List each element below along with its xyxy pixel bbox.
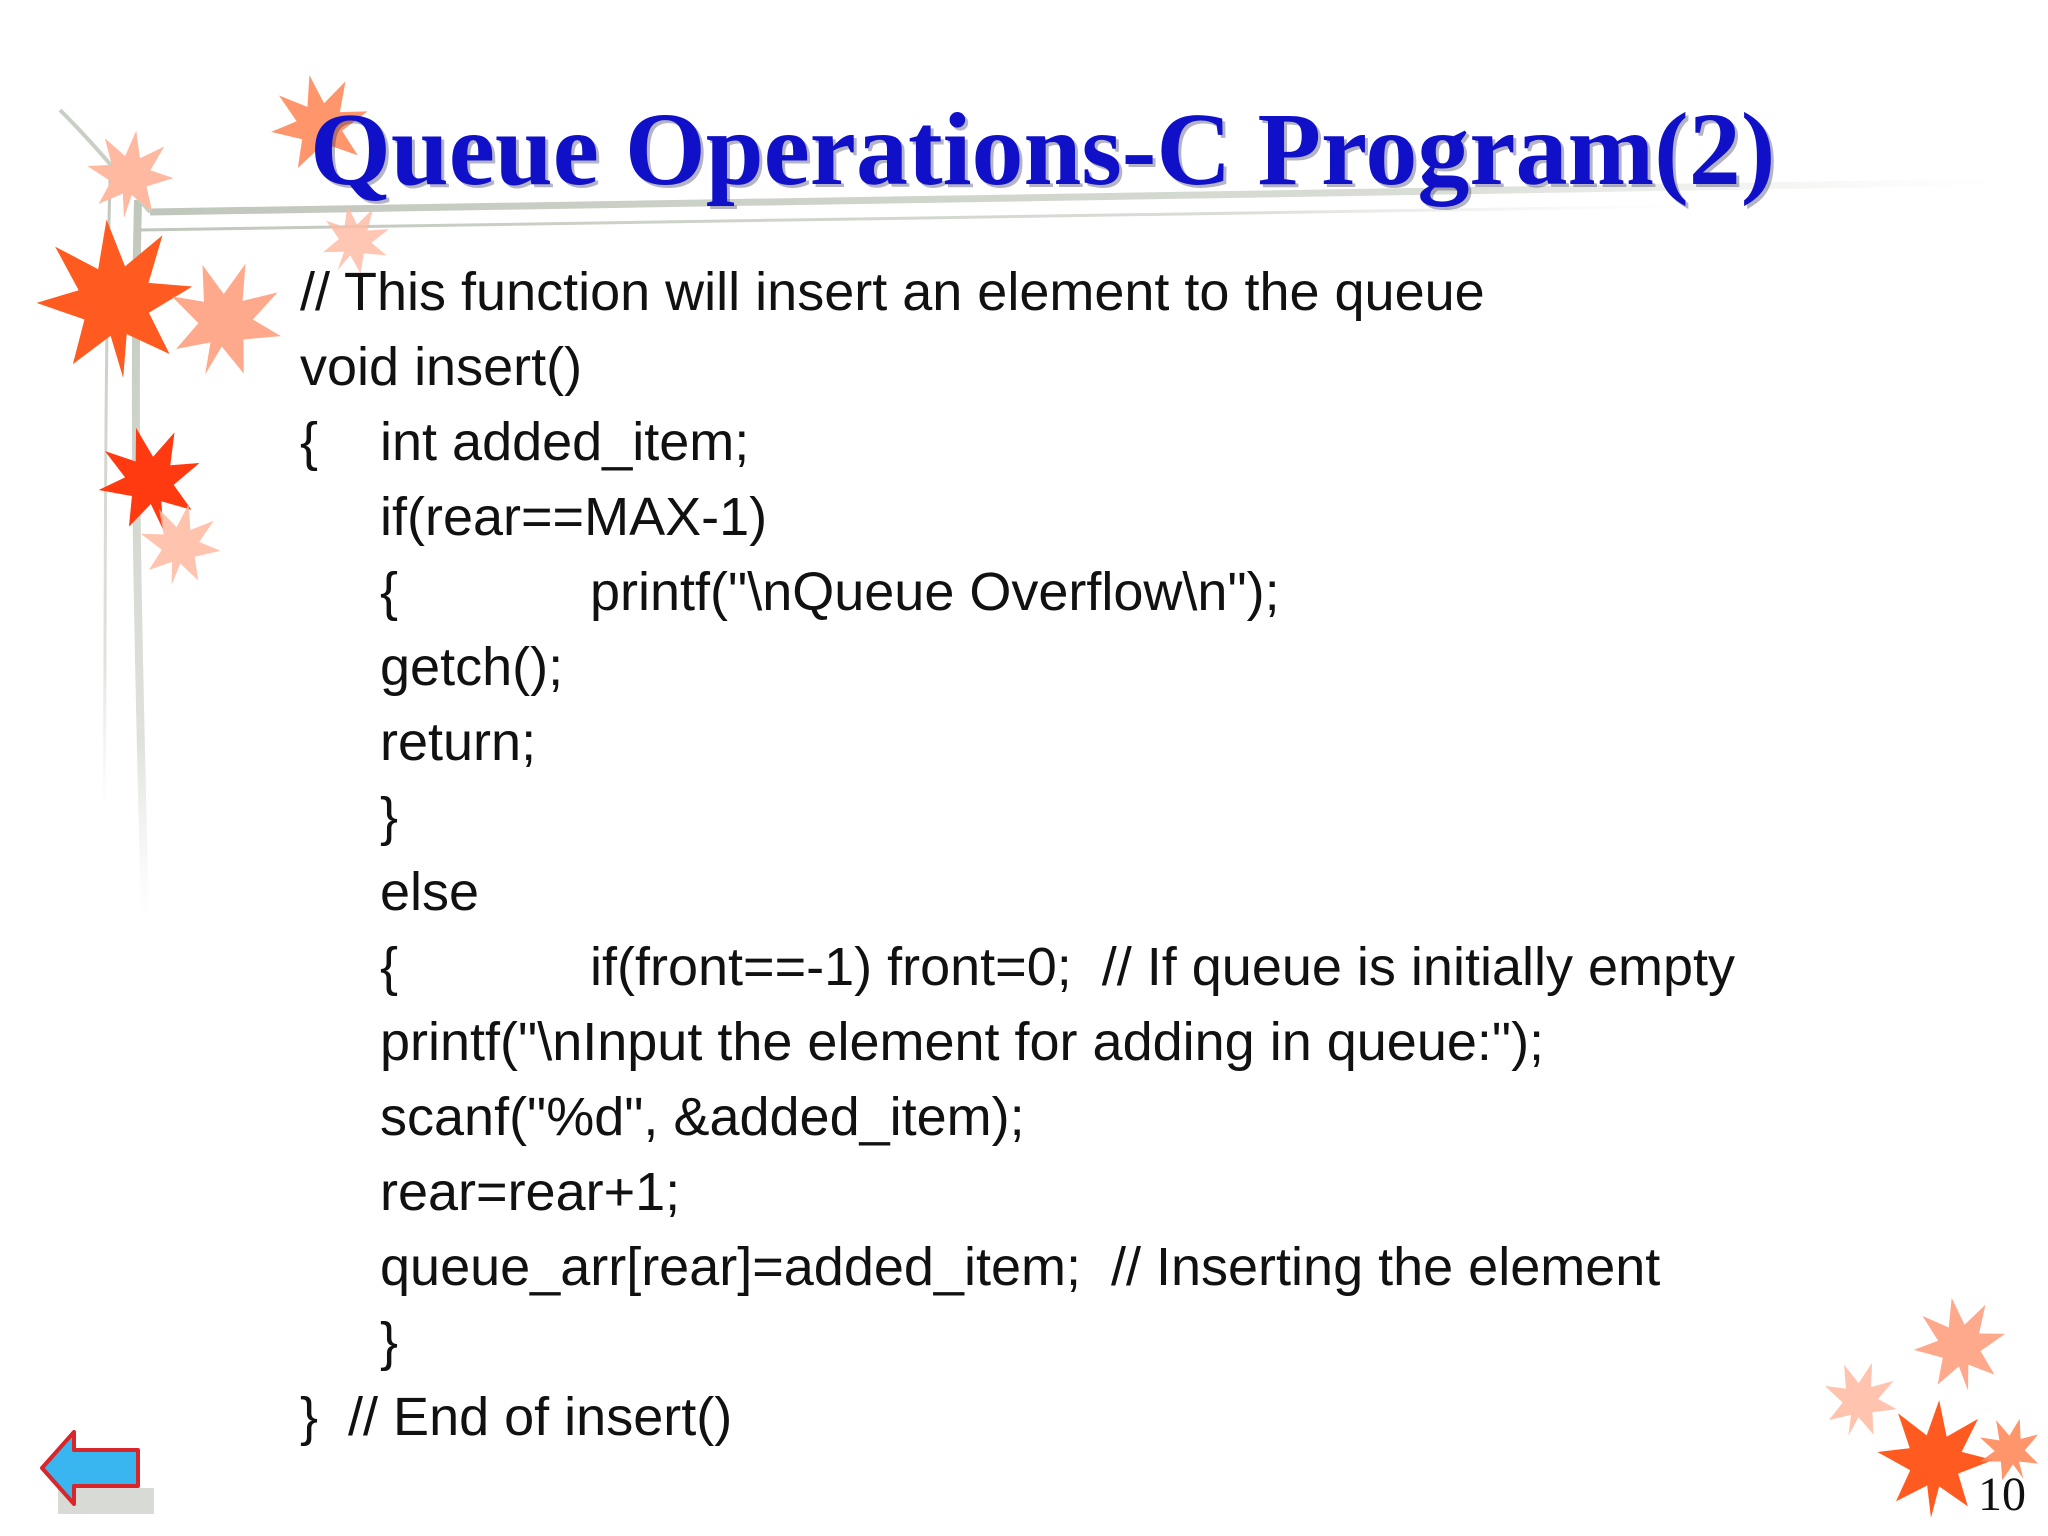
code-text: // This function will insert an element to the queue	[300, 262, 1485, 322]
code-text: scanf("%d", &added_item);	[380, 1087, 1025, 1147]
slide-title: Queue Operations-C Program(2)	[310, 92, 1776, 207]
code-text: else	[380, 862, 480, 922]
code-text: printf("\nInput the element for adding in queue:");	[380, 1012, 1545, 1072]
code-text: }	[380, 1312, 399, 1372]
code-text: if(rear==MAX-1)	[380, 487, 768, 547]
code-text: void insert()	[300, 337, 583, 397]
code-text: return;	[380, 712, 537, 772]
code-text: } // End of insert()	[300, 1387, 733, 1447]
code-text: queue_arr[rear]=added_item; // Inserting the element	[380, 1237, 1661, 1297]
code-text: printf("\nQueue Overflow\n");	[590, 562, 1280, 622]
code-text: int added_item;	[380, 412, 750, 472]
back-button[interactable]	[38, 1422, 162, 1518]
code-text: getch();	[380, 637, 564, 697]
code-text: {	[380, 937, 399, 997]
page-number: 10	[1978, 1468, 2026, 1521]
code-text: rear=rear+1;	[380, 1162, 681, 1222]
code-text: }	[380, 787, 399, 847]
code-text: {	[300, 412, 319, 472]
left-arrow-icon	[38, 1422, 162, 1518]
code-text: if(front==-1) front=0; // If queue is initially empty	[590, 937, 1736, 997]
code-text: {	[380, 562, 399, 622]
